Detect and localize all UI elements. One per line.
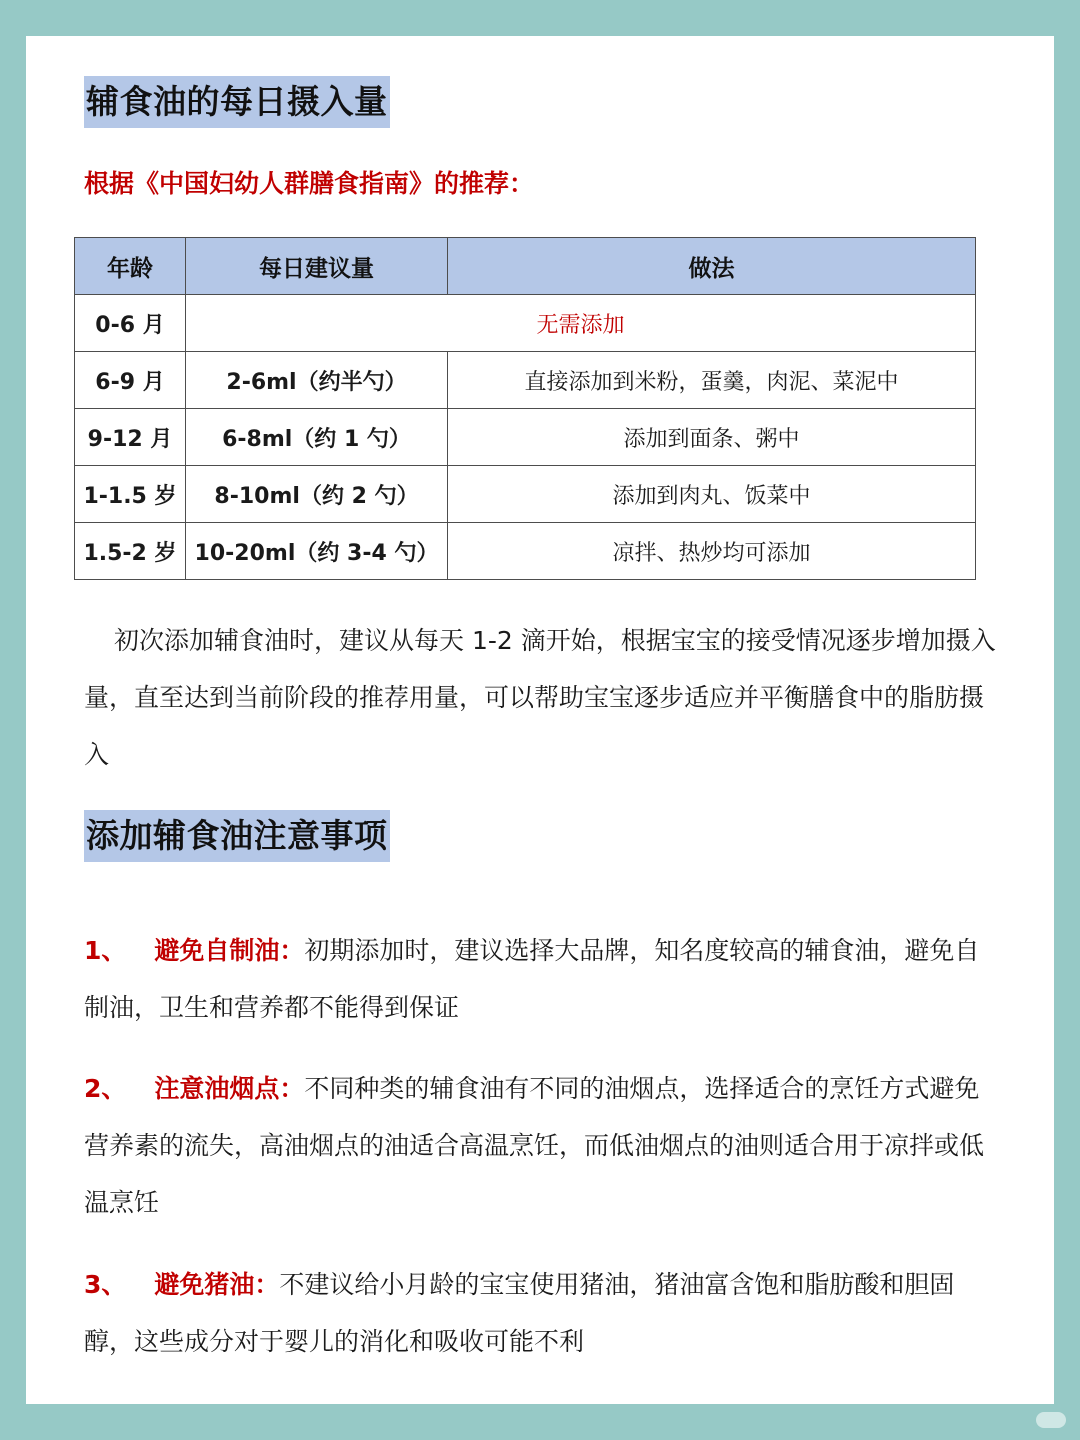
- cell-no-addition: 无需添加: [186, 295, 976, 352]
- tip-text: 初期添加时，建议选择大品牌，知名度较高的辅食油，避免自制油，卫生和营养都不能得到保证: [84, 936, 980, 1022]
- cell-amount: 8-10ml（约 2 勺）: [186, 466, 448, 523]
- section-heading-daily-intake: 辅食油的每日摄入量: [84, 76, 390, 128]
- header-amount: 每日建议量: [186, 238, 448, 295]
- cell-method: 添加到肉丸、饭菜中: [448, 466, 976, 523]
- table-row: [75, 523, 976, 580]
- tip-title: 避免自制油：: [154, 936, 305, 965]
- content-card: [26, 36, 1054, 1404]
- cell-age: 0-6 月: [75, 295, 186, 352]
- cell-method: 添加到面条、粥中: [448, 409, 976, 466]
- cell-amount: 10-20ml（约 3-4 勺）: [186, 523, 448, 580]
- table-row: [75, 466, 976, 523]
- section-heading-precautions: 添加辅食油注意事项: [84, 810, 390, 862]
- intake-table: [74, 237, 976, 580]
- cell-method: 直接添加到米粉，蛋羹，肉泥、菜泥中: [448, 352, 976, 409]
- cell-age: 9-12 月: [75, 409, 186, 466]
- watermark-badge: [1036, 1412, 1066, 1428]
- guideline-source: 根据《中国妇幼人群膳食指南》的推荐：: [84, 169, 535, 198]
- header-method: 做法: [448, 238, 976, 295]
- tip-item: [84, 922, 1004, 1036]
- tip-item: [84, 1256, 1004, 1370]
- cell-amount: 6-8ml（约 1 勺）: [186, 409, 448, 466]
- tip-title: 避免猪油：: [154, 1270, 280, 1299]
- table-row: [75, 352, 976, 409]
- table-row: [75, 295, 976, 352]
- cell-method: 凉拌、热炒均可添加: [448, 523, 976, 580]
- intro-paragraph: 初次添加辅食油时，建议从每天 1-2 滴开始，根据宝宝的接受情况逐步增加摄入量，直至达到当前阶段的推荐用量，可以帮助宝宝逐步适应并平衡膳食中的脂肪摄入: [84, 626, 996, 769]
- cell-amount: 2-6ml（约半勺）: [186, 352, 448, 409]
- tip-text: 不建议给小月龄的宝宝使用猪油，猪油富含饱和脂肪酸和胆固醇，这些成分对于婴儿的消化和吸收可能不利: [84, 1270, 955, 1356]
- tip-number: 3、: [84, 1270, 127, 1299]
- table-row: [75, 409, 976, 466]
- cell-age: 6-9 月: [75, 352, 186, 409]
- tip-item: [84, 1060, 1004, 1231]
- tip-number: 2、: [84, 1074, 127, 1103]
- header-age: 年龄: [75, 238, 186, 295]
- cell-age: 1-1.5 岁: [75, 466, 186, 523]
- table-header-row: [75, 238, 976, 295]
- cell-age: 1.5-2 岁: [75, 523, 186, 580]
- tip-number: 1、: [84, 936, 127, 965]
- tip-text: 不同种类的辅食油有不同的油烟点，选择适合的烹饪方式避免营养素的流失，高油烟点的油适合高温烹饪，而低油烟点的油则适合用于凉拌或低温烹饪: [84, 1074, 985, 1217]
- tip-title: 注意油烟点：: [154, 1074, 305, 1103]
